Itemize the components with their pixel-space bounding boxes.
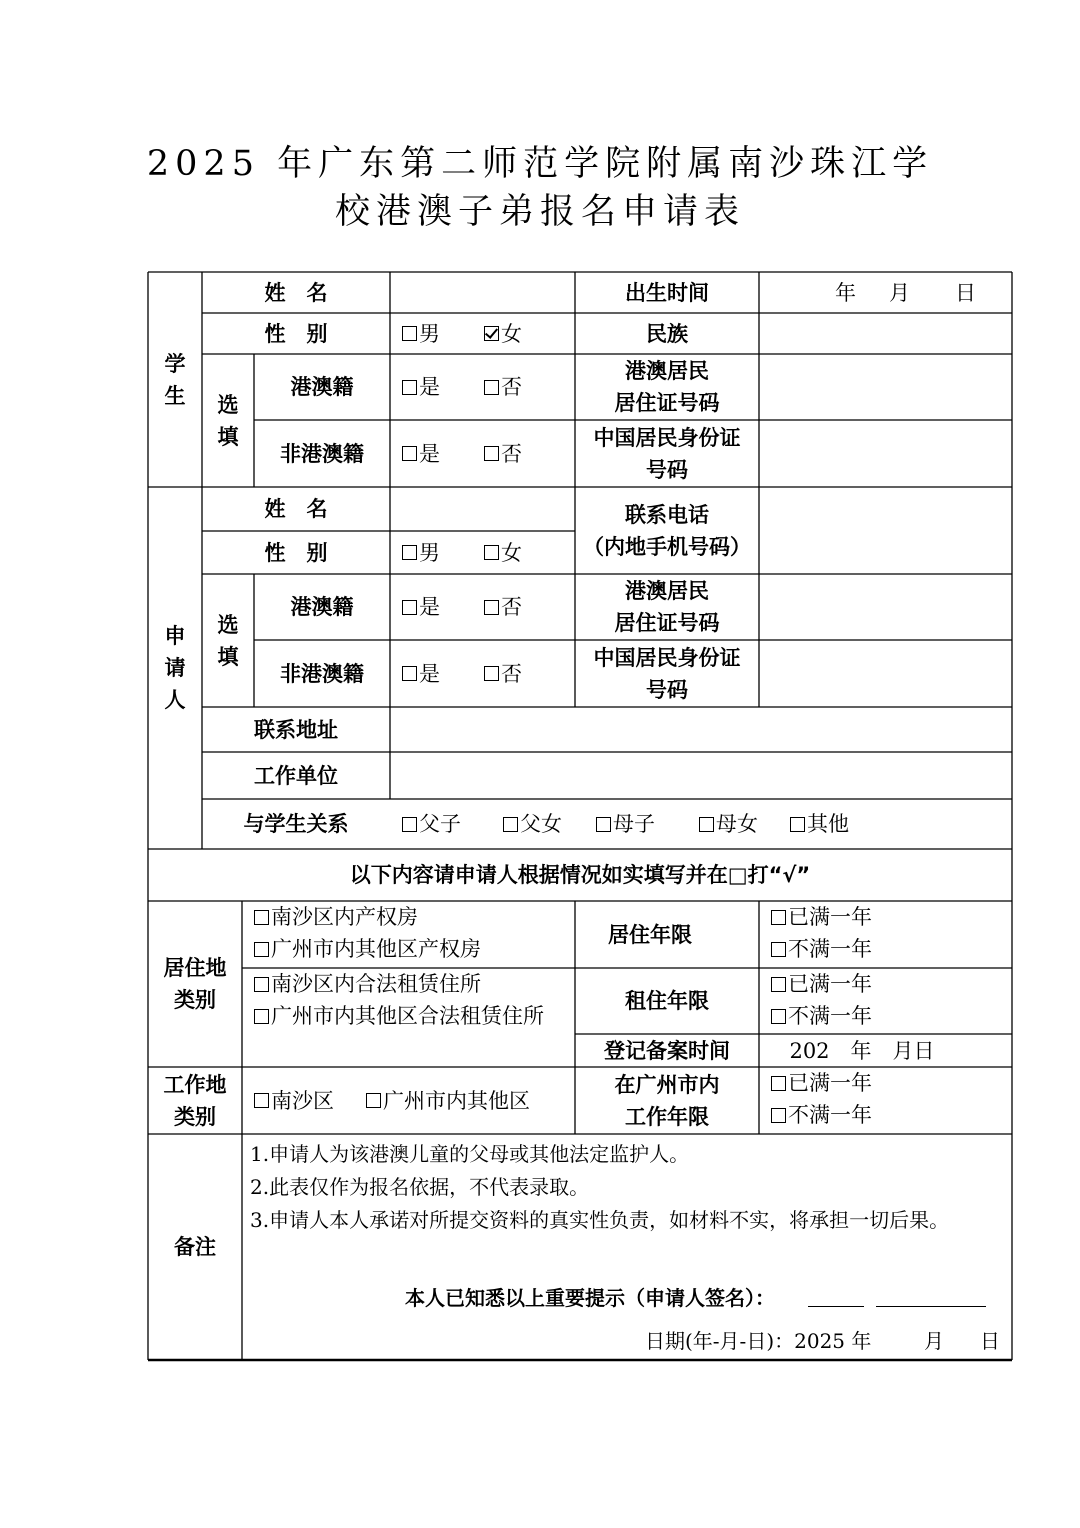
student-cn-id-field[interactable]: [759, 420, 1012, 487]
student-non-hkmo-label: 非港澳籍: [280, 441, 364, 466]
optional-char: 选: [217, 392, 239, 417]
option-label: 广州市内其他区: [383, 1088, 530, 1113]
applicant-phone-label: [575, 487, 759, 574]
applicant-name-label: 姓 名: [264, 497, 328, 521]
option-label: 已满一年: [788, 1071, 872, 1095]
date-label: 日期(年-月-日)：2025 年: [645, 1329, 872, 1353]
option-label: 其他: [807, 812, 849, 836]
optional-char: 选: [217, 612, 239, 637]
applicant-hkmo-id-field[interactable]: [759, 574, 1012, 640]
label-line: 类别: [174, 1104, 216, 1129]
relation-father-daughter-option[interactable]: [503, 808, 562, 840]
signature-line-2[interactable]: [876, 1286, 986, 1307]
birth-day-label: 日: [955, 280, 976, 305]
residence-years-options: [759, 901, 1012, 968]
checkbox-icon[interactable]: [402, 545, 417, 560]
student-optional-label: [202, 354, 254, 487]
option-label: 否: [501, 375, 522, 399]
signature-line-1[interactable]: [808, 1286, 864, 1307]
applicant-address-field[interactable]: [390, 707, 1012, 752]
work-not-full-year-option[interactable]: [771, 1099, 872, 1131]
checkbox-icon[interactable]: [771, 942, 786, 957]
student-gender-label: 性 别: [264, 321, 328, 346]
remark-item-3: 3.申请人本人承诺对所提交资料的真实性负责，如材料不实，将承担一切后果。: [250, 1208, 950, 1232]
applicant-hkmo-options: [390, 574, 575, 640]
label-line: 在广州市内: [614, 1072, 720, 1097]
option-label: 是: [419, 441, 440, 466]
checkbox-icon[interactable]: [771, 1009, 786, 1024]
work-nansha-option[interactable]: [254, 1085, 334, 1117]
checkbox-icon[interactable]: [771, 910, 786, 925]
student-gender-male-option[interactable]: [402, 318, 440, 350]
student-gender-female-option[interactable]: [484, 318, 522, 350]
applicant-gender-label: 性 别: [264, 540, 328, 565]
student-hkmo-label: 港澳籍: [290, 375, 354, 399]
work-type-options: [242, 1067, 575, 1134]
applicant-employer-label: 工作单位: [254, 763, 338, 788]
rent-full-year-option[interactable]: [771, 968, 872, 1000]
option-label: 女: [501, 540, 522, 565]
remarks-label: 备注: [174, 1235, 216, 1259]
applicant-relation-options: [390, 799, 1012, 849]
residence-type-label: [148, 901, 242, 1067]
checkbox-icon[interactable]: [254, 942, 269, 957]
residence-full-year-option[interactable]: [771, 901, 872, 933]
option-label: 广州市内其他区产权房: [271, 937, 481, 961]
checkbox-icon[interactable]: [402, 446, 417, 461]
label-line: 中国居民身份证: [593, 425, 741, 450]
label-line: 工作年限: [625, 1104, 709, 1129]
checkbox-icon[interactable]: [402, 326, 417, 341]
work-years-options: [759, 1067, 1012, 1134]
checkbox-icon[interactable]: [771, 1108, 786, 1123]
label-line: 号码: [646, 457, 688, 482]
checkbox-icon[interactable]: [254, 910, 269, 925]
student-hkmo-options: [390, 354, 575, 420]
checkbox-icon[interactable]: [484, 666, 499, 681]
option-label: 不满一年: [788, 1004, 872, 1028]
applicant-gender-male-option[interactable]: [402, 537, 440, 569]
form-title-line-1: 2025 年广东第二师范学院附属南沙珠江学: [146, 144, 934, 184]
option-label: 不满一年: [788, 1103, 872, 1127]
option-label: 不满一年: [788, 937, 872, 961]
applicant-address-label: 联系地址: [254, 717, 338, 742]
record-time-field[interactable]: 202 年 月日: [789, 1038, 935, 1063]
student-name-label: 姓 名: [264, 280, 328, 305]
option-label: 是: [419, 375, 440, 399]
residence-rent-other-option[interactable]: [254, 1000, 544, 1032]
student-hkmo-no-option[interactable]: [484, 371, 522, 403]
applicant-hkmo-no-option[interactable]: [484, 591, 522, 623]
rent-not-full-year-option[interactable]: [771, 1000, 872, 1032]
checkbox-icon[interactable]: [402, 600, 417, 615]
label-line: 工作地: [163, 1072, 227, 1097]
checkbox-icon[interactable]: [366, 1093, 381, 1108]
relation-mother-daughter-option[interactable]: [699, 808, 758, 840]
optional-char: 填: [217, 644, 239, 669]
residence-owned-nansha-option[interactable]: [254, 901, 418, 933]
applicant-section-label: [148, 487, 202, 849]
residence-not-full-year-option[interactable]: [771, 933, 872, 965]
applicant-non-hkmo-yes-option[interactable]: [402, 658, 440, 690]
student-ethnicity-label: 民族: [646, 321, 688, 346]
checkbox-icon[interactable]: [771, 977, 786, 992]
birth-month-label: 月: [889, 280, 910, 305]
label-line: 中国居民身份证: [593, 645, 741, 670]
label-line: （内地手机号码）: [583, 534, 751, 559]
option-label: 南沙区内产权房: [271, 905, 418, 929]
residence-years-label: 居住年限: [608, 922, 692, 947]
student-non-hkmo-options: [390, 420, 575, 487]
rent-years-label: 租住年限: [625, 989, 709, 1013]
applicant-non-hkmo-label: 非港澳籍: [280, 661, 364, 686]
label-line: 号码: [646, 677, 688, 702]
applicant-non-hkmo-options: [390, 640, 575, 707]
student-cn-id-label: [575, 420, 759, 487]
applicant-cn-id-field[interactable]: [759, 640, 1012, 707]
record-time-label: 登记备案时间: [604, 1038, 730, 1063]
form-title-line-2: 校港澳子弟报名申请表: [334, 192, 745, 232]
applicant-section-char: 请: [164, 656, 186, 680]
option-label: 否: [501, 595, 522, 619]
ack-text: 本人已知悉以上重要提示（申请人签名）：: [405, 1286, 775, 1310]
checkbox-icon[interactable]: [254, 977, 269, 992]
checkbox-icon[interactable]: [402, 666, 417, 681]
label-line: 港澳居民: [625, 359, 709, 383]
work-years-label: [575, 1067, 759, 1134]
student-hkmo-id-label: [575, 354, 759, 420]
relation-mother-son-option[interactable]: [596, 808, 655, 840]
option-label: 否: [501, 661, 522, 686]
option-label: 南沙区: [271, 1088, 334, 1113]
checked-checkbox-icon[interactable]: [484, 326, 499, 341]
option-label: 父子: [419, 812, 461, 836]
option-label: 否: [501, 441, 522, 466]
relation-other-option[interactable]: [790, 808, 849, 840]
option-label: 男: [419, 321, 440, 346]
applicant-section-char: 申: [164, 624, 186, 648]
label-line: 类别: [174, 988, 216, 1012]
date-month-label: 月: [924, 1329, 944, 1353]
option-label: 是: [419, 595, 440, 619]
label-line: 居住证号码: [614, 611, 720, 635]
signature-date: [645, 1325, 871, 1354]
checkbox-icon[interactable]: [254, 1009, 269, 1024]
student-hkmo-yes-option[interactable]: [402, 371, 440, 403]
option-label: 母女: [716, 812, 758, 836]
checkbox-icon[interactable]: [254, 1093, 269, 1108]
applicant-relation-label: 与学生关系: [243, 812, 349, 836]
option-label: 广州市内其他区合法租赁住所: [271, 1004, 544, 1028]
student-gender-options: [390, 313, 575, 354]
option-label: 父女: [520, 812, 562, 836]
option-label: 已满一年: [788, 972, 872, 996]
option-label: 男: [419, 540, 440, 565]
student-non-hkmo-no-option[interactable]: [484, 438, 522, 470]
applicant-cn-id-label: [575, 640, 759, 707]
student-section-char: 学: [164, 351, 186, 376]
instruction-text: 以下内容请申请人根据情况如实填写并在□打“√”: [349, 863, 811, 887]
checkbox-icon[interactable]: [596, 817, 611, 832]
student-name-field[interactable]: [390, 272, 575, 313]
student-section-label: [148, 272, 202, 487]
label-line: 联系电话: [625, 502, 709, 527]
applicant-hkmo-label: 港澳籍: [290, 595, 354, 619]
checkbox-icon[interactable]: [484, 600, 499, 615]
applicant-optional-label: [202, 574, 254, 707]
date-day-label: 日: [980, 1329, 1000, 1353]
student-hkmo-id-field[interactable]: [759, 354, 1012, 420]
checkbox-icon[interactable]: [699, 817, 714, 832]
work-full-year-option[interactable]: [771, 1067, 872, 1099]
applicant-gender-female-option[interactable]: [484, 537, 522, 569]
checkbox-icon[interactable]: [771, 1076, 786, 1091]
option-label: 是: [419, 661, 440, 686]
checkbox-icon[interactable]: [790, 817, 805, 832]
checkbox-icon[interactable]: [484, 380, 499, 395]
applicant-section-char: 人: [164, 688, 186, 712]
birth-year-label: 年: [835, 280, 856, 305]
work-type-label: [148, 1067, 242, 1134]
applicant-name-field[interactable]: [390, 487, 575, 531]
option-label: 母子: [613, 812, 655, 836]
student-birth-label: 出生时间: [625, 280, 709, 305]
remark-item-2: 2.此表仅作为报名依据，不代表录取。: [250, 1175, 590, 1199]
residence-rent-nansha-option[interactable]: [254, 968, 481, 1000]
option-label: 女: [501, 321, 522, 346]
applicant-phone-field[interactable]: [759, 487, 1012, 574]
optional-char: 填: [217, 424, 239, 449]
residence-owned-other-option[interactable]: [254, 933, 481, 965]
residence-rent-options: [242, 968, 575, 1067]
label-line: 居住地: [163, 956, 227, 980]
checkbox-icon[interactable]: [402, 380, 417, 395]
student-birth-field[interactable]: [759, 272, 1012, 313]
checkbox-icon[interactable]: [484, 446, 499, 461]
rent-years-options: [759, 968, 1012, 1034]
label-line: 港澳居民: [625, 579, 709, 603]
work-other-option[interactable]: [366, 1085, 530, 1117]
checkbox-icon[interactable]: [503, 817, 518, 832]
option-label: 已满一年: [788, 905, 872, 929]
student-non-hkmo-yes-option[interactable]: [402, 438, 440, 470]
applicant-gender-options: [390, 531, 575, 574]
checkbox-icon[interactable]: [402, 817, 417, 832]
applicant-hkmo-yes-option[interactable]: [402, 591, 440, 623]
applicant-non-hkmo-no-option[interactable]: [484, 658, 522, 690]
student-section-char: 生: [164, 383, 186, 408]
label-line: 居住证号码: [614, 391, 720, 415]
student-ethnicity-field[interactable]: [759, 313, 1012, 354]
remark-item-1: 1.申请人为该港澳儿童的父母或其他法定监护人。: [250, 1142, 690, 1166]
applicant-employer-field[interactable]: [390, 752, 1012, 799]
residence-owned-options: [242, 901, 575, 968]
checkbox-icon[interactable]: [484, 545, 499, 560]
applicant-hkmo-id-label: [575, 574, 759, 640]
relation-father-son-option[interactable]: [402, 808, 461, 840]
option-label: 南沙区内合法租赁住所: [271, 972, 481, 996]
signature-ack: [405, 1282, 775, 1311]
